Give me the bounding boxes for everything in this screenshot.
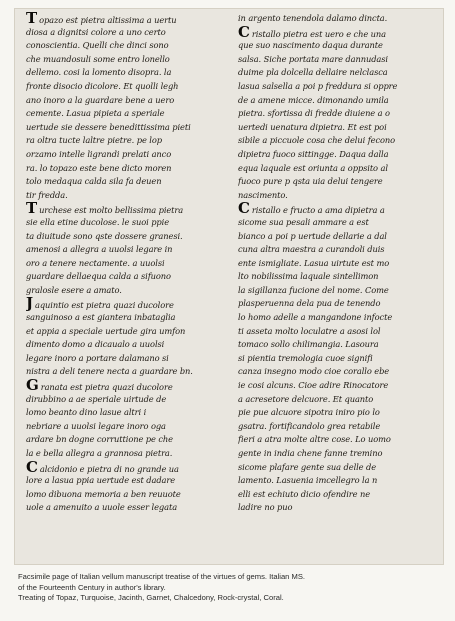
manuscript-line: legare inoro a portare dalamano si [26,352,169,363]
manuscript-line: guardare dellaequa calda a sifuono [26,271,171,282]
manuscript-line: ra oltra tucte laltre pietre. pe lop [26,135,162,146]
illuminated-initial: C [26,460,38,475]
manuscript-line: cemente. Lasua pipieta a speriale [26,108,165,119]
manuscript-line: lamento. Lasuenia imcellegro la n [238,475,378,486]
caption-line-2: of the Fourteenth Century in author's library. [18,582,166,592]
manuscript-line: elli est echiuto dicio ofendire ne [238,488,371,499]
manuscript-line: uertedi uenatura dipietra. Et est poi [238,121,387,132]
manuscript-line: cuna altra maestra a curandoli duis [238,244,385,255]
manuscript-line [26,202,230,216]
manuscript-line: duime pla dolcella dellaire nelclasca [238,67,388,78]
manuscript-line: lomo dibuona memoria a ben reuuote [26,488,181,499]
manuscript-line: nascimento. [238,189,288,200]
manuscript-line: gsatra. fortificandolo grea retabile [238,420,381,431]
manuscript-line: conoscientia. Quelli che dinci sono [26,40,169,51]
manuscript-line: ta diuitude sono qste dossere granesi. [26,230,183,241]
line-text: urchese est molto bellissima pietra [39,205,184,216]
manuscript-line: dimento domo a dicaualo a uuolsi [26,339,165,350]
manuscript-line: pie pue alcuore sipotra iniro pio lo [238,407,380,418]
illuminated-initial: J [26,297,33,312]
manuscript-line: ano inoro a la guardare bene a uero [26,94,175,105]
manuscript-line: si pientia tremologia cuoe signifi [238,352,373,363]
manuscript-line: sie ella etine ducolose. le suoi ppie [26,216,170,227]
manuscript-line: fronte disocio dicolore. Et quolli legh [26,80,179,91]
manuscript-line: ladire no puo [238,502,293,513]
manuscript-line: de a amene micce. dimonando umila [238,94,389,105]
caption-line-1: Facsimile page of Italian vellum manuscript treatise of the virtues of gems. Italian MS. [18,572,305,581]
manuscript-line: lomo beanto dino lasue altri i [26,407,147,418]
line-text: alcidonio e pietra di no grande ua [39,463,179,474]
manuscript-line: orzamo intelle ligrandi prelati anco [26,148,172,159]
manuscript-line: la sigillanza fucione del nome. Come [238,284,389,295]
manuscript-line: la e bella allegra a grannosa pietra. [26,448,173,458]
manuscript-line: dellemo. cosi la lomento disopra. la [26,67,172,78]
illuminated-initial: T [26,12,38,26]
line-text: ristallo pietra est uero e che una [251,28,387,39]
right-column [238,12,442,515]
line-text: ristallo e fructo a ama dipietra a [251,205,385,216]
manuscript-line [26,12,230,26]
manuscript-line: nistra a deli tenere necta a guardare bn. [26,366,193,377]
manuscript-line: plasperuenna dela pua de tenendo [238,298,381,309]
illuminated-initial: T [26,202,38,216]
manuscript-line [26,297,230,311]
manuscript-line: ente ismigliate. Lasua uirtute est mo [238,257,390,268]
manuscript-line: dipietra fuoco sittingge. Daqua dalla [238,148,389,159]
manuscript-line: uertude sie dessere benedittissima pieti [26,121,191,132]
manuscript-line: pietra. sfortissa di fredde diuiene a o [238,108,390,119]
manuscript-line: tomaco sollo chilimangia. Lasoura [238,339,379,350]
manuscript-line: fieri a atra molte altre cose. Lo uomo [238,434,391,445]
manuscript-line [26,461,230,475]
manuscript-line: fuoco pure p qsta uia delui tengere [238,176,383,187]
manuscript-line: equa laquale est oriunta a oppsito al [238,162,388,173]
manuscript-line: sicome plafare gente sua delle de [238,461,377,472]
manuscript-line: que suo nascimento daqua durante [238,40,383,51]
manuscript-line: lo homo adelle a mangandone infocte [238,312,393,323]
line-text: ranata est pietra quazi ducolore [40,382,173,393]
caption-line-3: Treating of Topaz, Turquoise, Jacinth, Garnet, Chalcedony, Rock-crystal, Coral. [18,593,284,602]
manuscript-line: lore a lasua ppia uertude est dadare [26,475,176,486]
manuscript-line: nebriare a uuolsi legare inoro oga [26,420,166,431]
manuscript-line [238,202,442,216]
illuminated-initial: C [238,25,250,40]
manuscript-line: ra. lo topazo este bene dicto moren [26,162,172,173]
manuscript-line: gente in india chene fanne tremino [238,448,383,458]
manuscript-line: lto nobilissima laquale sintellimon [238,271,379,282]
illuminated-initial: G [26,379,39,393]
manuscript-line: ti asseta molto loculatre a asosi lol [238,325,381,336]
manuscript-line [238,26,442,40]
line-text: aquintio est pietra quazi ducolore [35,300,174,311]
manuscript-line: bianco a poi p uertude dellarie a dal [238,230,387,241]
manuscript-line: sanguinoso a est giantera inbataglia [26,312,176,323]
manuscript-line: et appia a speciale uertude gira umfon [26,325,186,336]
manuscript-line: salsa. Siche portata mare dannudasi [238,53,388,64]
manuscript-line: a acresetore delcuore. Et quanto [238,393,374,404]
manuscript-line: sicome sua pesali ammare a est [238,216,369,227]
manuscript-line: canza insegno modo cioe corallo ebe [238,366,390,377]
manuscript-line: oro a tenere nectamente. a uuolsi [26,257,165,268]
manuscript-line: sibile a piccuole cosa che delui fecono [238,135,396,146]
manuscript-line: dirubbino a ae speriale uirtude de [26,393,167,404]
manuscript-line: in argento tenendola dalamo dincta. [238,13,388,23]
manuscript-line: tir fredda. [26,189,68,200]
manuscript-line: uole a amenuito a uuole esser legata [26,502,178,513]
illuminated-initial: C [238,202,250,216]
manuscript-line: amenosi a allegra a uuolsi legare in [26,244,173,255]
manuscript-line: ardare bn dogne corruttione pe che [26,434,173,445]
manuscript-line: gralosle esere a amato. [26,284,122,295]
manuscript-line: che muandosuli some entro lonello [26,53,170,64]
manuscript-page [14,8,444,565]
left-column [26,12,230,515]
manuscript-line: ie cosi alcuns. Cioe adire Rinocatore [238,380,389,391]
manuscript-line: diosa a dignitsi colore a uno certo [26,26,166,37]
figure-caption [18,572,438,604]
manuscript-line [26,379,230,393]
line-text: opazo est pietra altissima a uertu [39,15,177,25]
manuscript-line: tolo medaqua calda sila fa deuen [26,176,162,187]
manuscript-line: lasua salsella a poi p freddura si oppre [238,80,398,91]
